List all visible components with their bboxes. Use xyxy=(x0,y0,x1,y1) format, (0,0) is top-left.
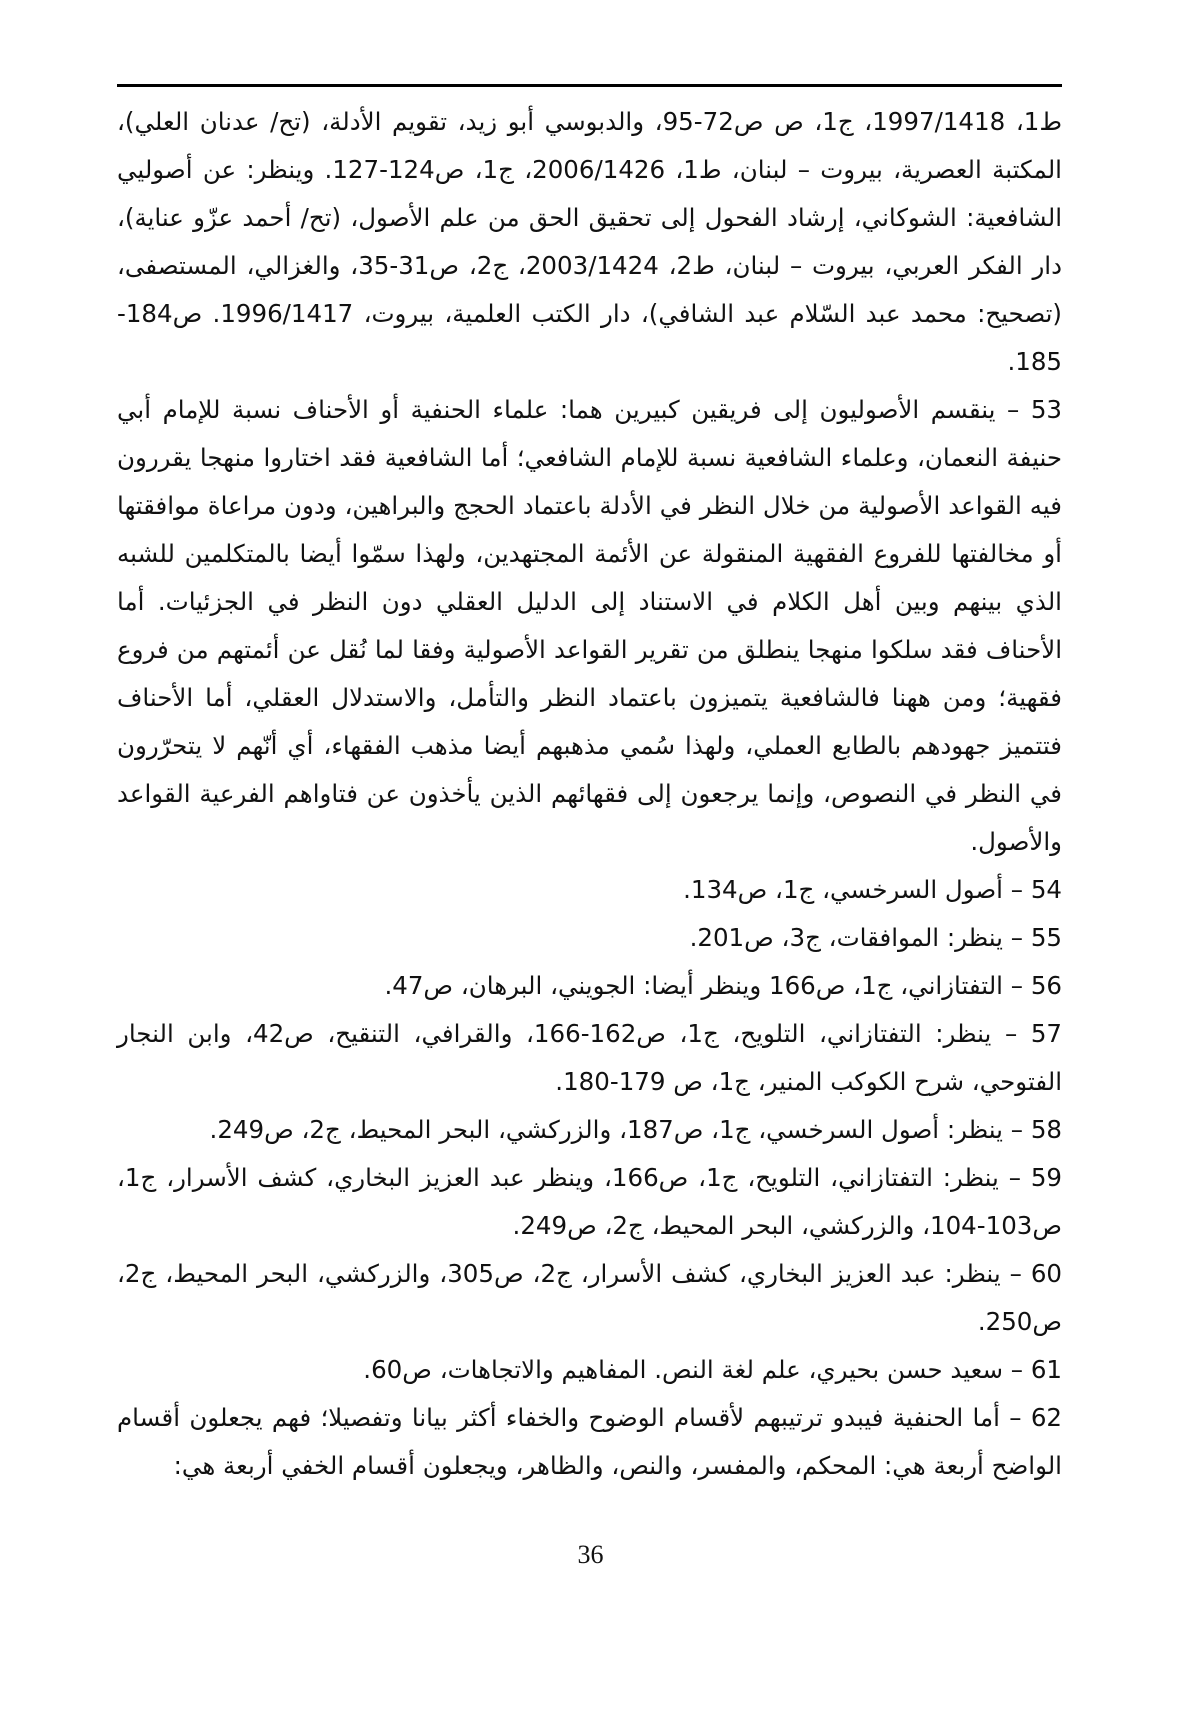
header-rule xyxy=(117,84,1062,87)
footnote-61: 61 – سعيد حسن بحيري، علم لغة النص. المفاهيم والاتجاهات، ص60. xyxy=(363,1355,1062,1384)
footnote-58: 58 – ينظر: أصول السرخسي، ج1، ص187، والزركشي، البحر المحيط، ج2، ص249. xyxy=(209,1115,1062,1144)
footnote-57: 57 – ينظر: التفتازاني، التلويح، ج1، ص162-166، والقرافي، التنقيح، ص42، وابن النجار الفتوحي، شرح الكوكب المنير، ج1، ص 179-180. xyxy=(117,1019,1062,1096)
page-number: 36 xyxy=(577,1540,604,1569)
footnote-62: 62 – أما الحنفية فيبدو ترتيبهم لأقسام الوضوح والخفاء أكثر بيانا وتفصيلا؛ فهم يجعلون أقسام الواضح أربعة هي: المحكم، والمفسر، والنص، والظاهر، ويجعلون أقسام الخفي أربعة هي: xyxy=(117,1403,1062,1480)
footnote-53: 53 – ينقسم الأصوليون إلى فريقين كبيرين هما: علماء الحنفية أو الأحناف نسبة للإمام أبي حنيفة النعمان، وعلماء الشافعية نسبة للإمام الشافعي؛ أما الشافعية فقد اختاروا منهجا يقررون فيه القواعد الأصولية من خلال النظر في الأدلة باعتماد الحجج والبراهين، ودون مراعاة موافقتها أو مخالفتها للفروع الفقهية المنقولة عن الأئمة المجتهدين، ولهذا سمّوا أيضا بالمتكلمين للشبه الذي بينهم وبين أهل الكلام في الاستناد إلى الدليل العقلي دون النظر في الجزئيات. أما الأحناف فقد سلكوا منهجا ينطلق من تقرير القواعد الأصولية وفقا لما نُقل عن أئمتهم من فروع فقهية؛ ومن ههنا فالشافعية يتميزون باعتماد النظر والتأمل، والاستدلال العقلي، أما الأحناف فتتميز جهودهم بالطابع العملي، ولهذا سُمي مذهبهم أيضا مذهب الفقهاء، أي أنّهم لا يتحرّرون في النظر في النصوص، وإنما يرجعون إلى فقهائهم الذين يأخذون عن فتاواهم الفرعية القواعد والأصول. xyxy=(117,395,1062,856)
footnote-54: 54 – أصول السرخسي، ج1، ص134. xyxy=(683,875,1062,904)
footnote-continuation: ط1، 1997/1418، ج1، ص ص72-95، والدبوسي أبو زيد، تقويم الأدلة، (تح/ عدنان العلي)، المكتبة العصرية، بيروت – لبنان، ط1، 2006/1426، ج1، ص124-127. وينظر: عن أصوليي الشافعية: الشوكاني، إرشاد الفحول إلى تحقيق الحق من علم الأصول، (تح/ أحمد عزّو عناية)، دار الفكر العربي، بيروت – لبنان، ط2، 2003/1424، ج2، ص31-35، والغزالي، المستصفى، (تصحيح: محمد عبد السّلام عبد الشافي)، دار الكتب العلمية، بيروت، 1996/1417. ص184-185. xyxy=(117,107,1062,376)
footnote-60: 60 – ينظر: عبد العزيز البخاري، كشف الأسرار، ج2، ص305، والزركشي، البحر المحيط، ج2، ص250. xyxy=(117,1259,1062,1336)
footnotes-block xyxy=(117,98,1062,1490)
footnote-56: 56 – التفتازاني، ج1، ص166 وينظر أيضا: الجويني، البرهان، ص47. xyxy=(384,971,1062,1000)
footnote-59: 59 – ينظر: التفتازاني، التلويح، ج1، ص166، وينظر عبد العزيز البخاري، كشف الأسرار، ج1، ص103-104، والزركشي، البحر المحيط، ج2، ص249. xyxy=(117,1163,1062,1240)
footnote-55: 55 – ينظر: الموافقات، ج3، ص201. xyxy=(689,923,1062,952)
